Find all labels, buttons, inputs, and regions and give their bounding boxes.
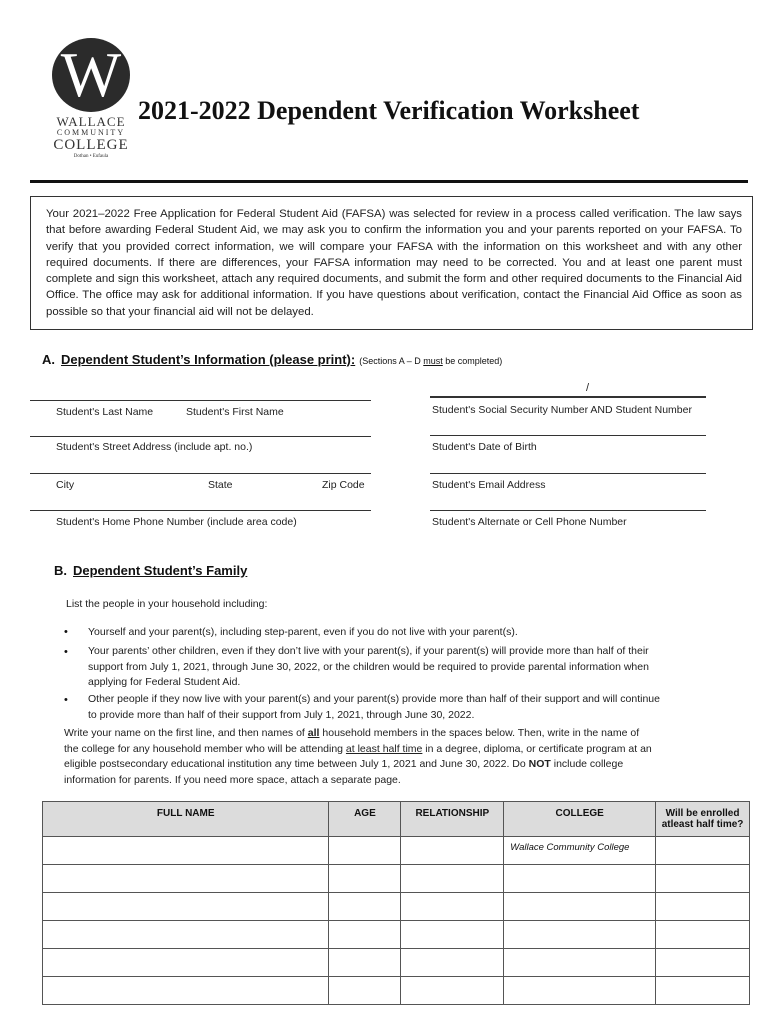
home-phone-label: Student's Home Phone Number (include area code) xyxy=(56,516,297,528)
cell-relationship[interactable] xyxy=(401,977,504,1005)
note-must: must xyxy=(423,356,443,366)
section-b-heading xyxy=(54,563,247,578)
title-divider xyxy=(30,180,748,183)
cell-college[interactable] xyxy=(504,977,656,1005)
cell-college[interactable] xyxy=(504,837,656,865)
cell-college[interactable] xyxy=(504,949,656,977)
instr-part-1: Write your name on the first line, and then names of xyxy=(64,727,308,739)
email-line[interactable] xyxy=(430,473,706,474)
name-line[interactable] xyxy=(30,400,371,401)
note-post: be completed) xyxy=(442,356,503,366)
instr-not: NOT xyxy=(528,758,551,771)
household-table xyxy=(42,801,750,1005)
section-a-heading xyxy=(42,352,502,367)
header-college: COLLEGE xyxy=(504,802,656,837)
last-name-label: Student's Last Name xyxy=(56,406,154,418)
section-b-letter: B. xyxy=(54,563,67,578)
logo-line-wallace: WALLACE xyxy=(56,114,126,129)
bullet-3-text: Other people if they now live with your parent(s) and your parent(s) provide more than half of their support and will continue to provide more than half of their support from July 1, 2021, through June 30, 2022. xyxy=(88,693,660,721)
bullet-3: • xyxy=(64,694,68,706)
cell-age[interactable] xyxy=(329,921,401,949)
page-title: 2021-2022 Dependent Verification Worksheet xyxy=(138,96,640,125)
cell-full-name[interactable] xyxy=(43,921,329,949)
instr-all: all xyxy=(307,727,320,739)
bullet-1-text: Yourself and your parent(s), including step-parent, even if you do not live with your parent(s). xyxy=(88,626,518,638)
logo-emblem xyxy=(52,38,130,112)
household-instructions xyxy=(64,726,654,788)
cell-age[interactable] xyxy=(329,977,401,1005)
cell-full-name[interactable] xyxy=(43,949,329,977)
cell-half-time[interactable] xyxy=(656,893,750,921)
address-label: Student's Street Address (include apt. no.) xyxy=(56,441,253,453)
household-intro: List the people in your household including: xyxy=(66,598,268,610)
cell-half-time[interactable] xyxy=(656,977,750,1005)
bullet-2-text: Your parents’ other children, even if they don’t live with your parent(s), if your parent(s) will provide more than half of their support from July 1, 2021, through June 30, 2022, or the children would be required to provide parental information when applying for Federal Student Aid. xyxy=(88,645,649,689)
header-full-name: FULL NAME xyxy=(43,802,329,837)
address-line[interactable] xyxy=(30,436,371,437)
first-name-label: Student's First Name xyxy=(186,406,284,418)
header-relationship: RELATIONSHIP xyxy=(401,802,504,837)
cell-college[interactable] xyxy=(504,921,656,949)
cell-full-name[interactable] xyxy=(43,865,329,893)
ssn-line[interactable] xyxy=(430,396,706,398)
cell-college[interactable] xyxy=(504,893,656,921)
cell-half-time[interactable] xyxy=(656,865,750,893)
header-half-time: Will be enrolled atleast half time? xyxy=(656,802,750,837)
cell-phone-label: Student's Alternate or Cell Phone Number xyxy=(432,516,627,528)
dob-label: Student's Date of Birth xyxy=(432,441,537,453)
logo-line-college: COLLEGE xyxy=(53,137,129,153)
college-prefill: Wallace Community College xyxy=(510,842,630,853)
table-row xyxy=(43,949,750,977)
college-logo xyxy=(50,38,132,159)
bullet-2: • xyxy=(64,646,68,658)
section-a-title: Dependent Student’s Information (please print): xyxy=(61,352,356,367)
intro-box: Your 2021–2022 Free Application for Federal Student Aid (FAFSA) was selected for review in a process called verification. The law says that before awarding Federal Student Aid, we may ask you to confirm the information you and your parents reported on your FAFSA. To verify that you provided correct information, we will compare your FAFSA with the information on this worksheet and with any other required documents. If there are differences, your FAFSA information may need to be corrected. You and at least one parent must complete and sign this worksheet, attach any required documents, and submit the form and other required documents to the Financial Aid Office. The office may ask for additional information. If you have questions about verification, contact the Financial Aid Office as soon as possible so that your financial aid will not be delayed. xyxy=(30,196,753,330)
table-row xyxy=(43,865,750,893)
logo-initial: W xyxy=(60,39,122,110)
cell-age[interactable] xyxy=(329,949,401,977)
bullet-1: • xyxy=(64,626,68,638)
city-line[interactable] xyxy=(30,473,371,474)
cell-phone-line[interactable] xyxy=(430,510,706,511)
ssn-slash: / xyxy=(586,382,590,394)
state-label: State xyxy=(208,479,233,491)
instr-part-2: household members in the spaces below. Then, write in the name of the college for any household member who will be attending xyxy=(64,727,640,755)
instr-half-time: at least half time xyxy=(345,742,423,755)
dob-line[interactable] xyxy=(430,435,706,436)
cell-half-time[interactable] xyxy=(656,837,750,865)
section-a-letter: A. xyxy=(42,352,55,367)
city-label: City xyxy=(56,479,75,491)
section-b-title: Dependent Student’s Family xyxy=(73,563,248,578)
logo-line-community: COMMUNITY xyxy=(56,128,126,137)
section-a-note xyxy=(359,356,502,366)
cell-half-time[interactable] xyxy=(656,921,750,949)
logo-line-campuses: Dothan • Eufaula xyxy=(73,154,109,159)
instr-part-3: in a degree, diploma, or certificate program at an eligible postsecondary educational institution any time between July 1, 2021 and June 30, 2022. Do xyxy=(64,742,652,771)
cell-full-name[interactable] xyxy=(43,837,329,865)
cell-age[interactable] xyxy=(329,837,401,865)
cell-relationship[interactable] xyxy=(401,893,504,921)
table-row xyxy=(43,921,750,949)
ssn-label: Student's Social Security Number AND Student Number xyxy=(432,404,692,416)
cell-half-time[interactable] xyxy=(656,949,750,977)
email-label: Student's Email Address xyxy=(432,479,546,491)
table-row xyxy=(43,837,750,865)
cell-age[interactable] xyxy=(329,893,401,921)
note-pre: (Sections A – D xyxy=(359,356,424,366)
table-row xyxy=(43,977,750,1005)
table-row xyxy=(43,893,750,921)
cell-relationship[interactable] xyxy=(401,949,504,977)
instr-part-4: include college information for parents. If you need more space, attach a separate page. xyxy=(64,758,624,786)
cell-full-name[interactable] xyxy=(43,977,329,1005)
cell-college[interactable] xyxy=(504,865,656,893)
home-phone-line[interactable] xyxy=(30,510,371,511)
cell-relationship[interactable] xyxy=(401,865,504,893)
zip-label: Zip Code xyxy=(322,479,365,491)
header-age: AGE xyxy=(329,802,401,837)
cell-full-name[interactable] xyxy=(43,893,329,921)
cell-relationship[interactable] xyxy=(401,921,504,949)
cell-age[interactable] xyxy=(329,865,401,893)
table-header-row xyxy=(43,802,750,837)
cell-relationship[interactable] xyxy=(401,837,504,865)
